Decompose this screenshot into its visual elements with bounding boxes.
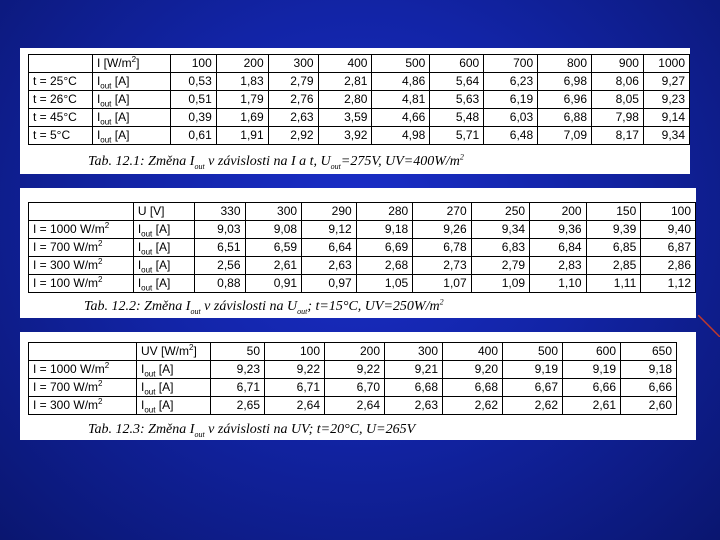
value-cell: 0,51: [170, 91, 216, 109]
unit-label: $I_{out}$ [A]: [137, 379, 211, 397]
table-row: [29, 109, 690, 127]
value-cell: 2,80: [318, 91, 372, 109]
value-cell: 9,22: [325, 361, 385, 379]
row-label: I = 100 $W/m^2$: [29, 275, 134, 293]
value-cell: 2,65: [211, 397, 265, 415]
value-cell: 9,34: [643, 127, 689, 145]
value-cell: 6,84: [530, 239, 587, 257]
table-row: [29, 73, 690, 91]
unit-label: $I_{out}$ [A]: [137, 361, 211, 379]
value-cell: 2,60: [621, 397, 677, 415]
row-label: I = 1000 $W/m^2$: [29, 221, 134, 239]
value-cell: 1,69: [216, 109, 268, 127]
value-cell: 0,91: [245, 275, 302, 293]
unit-label: $I_{out}$ [A]: [137, 397, 211, 415]
table-panel-2: [20, 188, 696, 318]
row-label: I = 700 $W/m^2$: [29, 379, 137, 397]
value-cell: 6,87: [641, 239, 696, 257]
header-cell: 600: [563, 343, 621, 361]
value-cell: 9,40: [641, 221, 696, 239]
value-cell: 5,64: [430, 73, 484, 91]
value-cell: 2,73: [413, 257, 471, 275]
table-row: [29, 221, 696, 239]
value-cell: 9,21: [385, 361, 443, 379]
value-cell: 1,07: [413, 275, 471, 293]
value-cell: 1,12: [641, 275, 696, 293]
header-cell: 200: [325, 343, 385, 361]
value-cell: 2,62: [503, 397, 563, 415]
header-cell: 1000: [643, 55, 689, 73]
header-cell: 200: [530, 203, 587, 221]
value-cell: 1,05: [356, 275, 413, 293]
value-cell: 9,19: [503, 361, 563, 379]
value-cell: 2,64: [265, 397, 325, 415]
value-cell: 9,20: [443, 361, 503, 379]
value-cell: 1,10: [530, 275, 587, 293]
value-cell: 2,86: [641, 257, 696, 275]
table-row: [29, 397, 677, 415]
value-cell: 6,96: [538, 91, 592, 109]
header-label: UV $[W/m^2]$: [137, 343, 211, 361]
row-label: t = 5°C: [29, 127, 93, 145]
value-cell: 9,26: [413, 221, 471, 239]
corner-cell: [29, 343, 137, 361]
value-cell: 9,18: [621, 361, 677, 379]
table-caption-3: Tab. 12.3: Změna $I_{out}$ v závislosti na UV; t=20°C, U=265V: [88, 422, 416, 439]
corner-cell: [29, 203, 134, 221]
data-table-1: [28, 54, 690, 145]
row-label: t = 45°C: [29, 109, 93, 127]
value-cell: 5,63: [430, 91, 484, 109]
value-cell: 2,64: [325, 397, 385, 415]
value-cell: 9,27: [643, 73, 689, 91]
value-cell: 8,06: [592, 73, 644, 91]
row-label: I = 300 $W/m^2$: [29, 257, 134, 275]
value-cell: 0,88: [194, 275, 245, 293]
value-cell: 3,92: [318, 127, 372, 145]
value-cell: 6,71: [265, 379, 325, 397]
header-cell: 650: [621, 343, 677, 361]
value-cell: 6,78: [413, 239, 471, 257]
value-cell: 6,69: [356, 239, 413, 257]
value-cell: 6,85: [586, 239, 641, 257]
value-cell: 1,79: [216, 91, 268, 109]
row-label: I = 1000 $W/m^2$: [29, 361, 137, 379]
value-cell: 2,63: [268, 109, 318, 127]
header-label: U [V]: [133, 203, 194, 221]
value-cell: 0,97: [302, 275, 357, 293]
header-cell: 800: [538, 55, 592, 73]
value-cell: 6,59: [245, 239, 302, 257]
value-cell: 9,14: [643, 109, 689, 127]
header-cell: 100: [170, 55, 216, 73]
value-cell: 6,98: [538, 73, 592, 91]
value-cell: 2,81: [318, 73, 372, 91]
value-cell: 9,22: [265, 361, 325, 379]
value-cell: 4,86: [372, 73, 430, 91]
table-caption-1: Tab. 12.1: Změna $I_{out}$ v závislosti na I a t, $U_{out}=275V$, $UV=400W/m^2$: [88, 152, 464, 171]
value-cell: 9,18: [356, 221, 413, 239]
table-panel-1: [20, 48, 690, 174]
unit-label: $I_{out}$ [A]: [133, 221, 194, 239]
value-cell: 2,68: [356, 257, 413, 275]
table-row: [29, 257, 696, 275]
value-cell: 2,76: [268, 91, 318, 109]
value-cell: 7,09: [538, 127, 592, 145]
value-cell: 4,66: [372, 109, 430, 127]
header-cell: 300: [245, 203, 302, 221]
header-cell: 290: [302, 203, 357, 221]
value-cell: 2,79: [471, 257, 529, 275]
unit-label: $I_{out}$ [A]: [92, 127, 170, 145]
header-cell: 300: [268, 55, 318, 73]
value-cell: 6,68: [443, 379, 503, 397]
value-cell: 9,03: [194, 221, 245, 239]
value-cell: 4,81: [372, 91, 430, 109]
value-cell: 0,53: [170, 73, 216, 91]
value-cell: 9,12: [302, 221, 357, 239]
value-cell: 0,39: [170, 109, 216, 127]
value-cell: 5,71: [430, 127, 484, 145]
row-label: t = 25°C: [29, 73, 93, 91]
value-cell: 9,23: [643, 91, 689, 109]
value-cell: 2,63: [302, 257, 357, 275]
header-cell: 400: [443, 343, 503, 361]
value-cell: 6,71: [211, 379, 265, 397]
value-cell: 6,70: [325, 379, 385, 397]
header-cell: 500: [372, 55, 430, 73]
data-table-3: [28, 342, 677, 415]
unit-label: $I_{out}$ [A]: [92, 109, 170, 127]
header-cell: 500: [503, 343, 563, 361]
value-cell: 1,83: [216, 73, 268, 91]
header-cell: 50: [211, 343, 265, 361]
value-cell: 6,66: [621, 379, 677, 397]
table-row: [29, 127, 690, 145]
value-cell: 2,83: [530, 257, 587, 275]
header-cell: 100: [265, 343, 325, 361]
value-cell: 3,59: [318, 109, 372, 127]
value-cell: 2,56: [194, 257, 245, 275]
value-cell: 9,19: [563, 361, 621, 379]
value-cell: 6,03: [484, 109, 538, 127]
value-cell: 6,48: [484, 127, 538, 145]
table-row: [29, 361, 677, 379]
row-label: I = 700 $W/m^2$: [29, 239, 134, 257]
value-cell: 2,61: [245, 257, 302, 275]
header-cell: 600: [430, 55, 484, 73]
value-cell: 6,64: [302, 239, 357, 257]
row-label: I = 300 $W/m^2$: [29, 397, 137, 415]
value-cell: 2,63: [385, 397, 443, 415]
row-label: t = 26°C: [29, 91, 93, 109]
value-cell: 2,62: [443, 397, 503, 415]
value-cell: 6,19: [484, 91, 538, 109]
header-cell: 150: [586, 203, 641, 221]
header-label: I $[W/m^2]$: [92, 55, 170, 73]
table-row: [29, 239, 696, 257]
value-cell: 8,05: [592, 91, 644, 109]
table-panel-3: [20, 332, 696, 440]
value-cell: 6,67: [503, 379, 563, 397]
header-cell: 700: [484, 55, 538, 73]
value-cell: 6,88: [538, 109, 592, 127]
value-cell: 0,61: [170, 127, 216, 145]
value-cell: 9,23: [211, 361, 265, 379]
value-cell: 6,68: [385, 379, 443, 397]
value-cell: 2,92: [268, 127, 318, 145]
unit-label: $I_{out}$ [A]: [92, 91, 170, 109]
value-cell: 6,66: [563, 379, 621, 397]
header-cell: 900: [592, 55, 644, 73]
value-cell: 7,98: [592, 109, 644, 127]
value-cell: 5,48: [430, 109, 484, 127]
table-header-row: [29, 55, 690, 73]
data-table-2: [28, 202, 696, 293]
unit-label: $I_{out}$ [A]: [133, 257, 194, 275]
unit-label: $I_{out}$ [A]: [133, 239, 194, 257]
value-cell: 9,08: [245, 221, 302, 239]
header-cell: 100: [641, 203, 696, 221]
header-cell: 200: [216, 55, 268, 73]
header-cell: 400: [318, 55, 372, 73]
header-cell: 250: [471, 203, 529, 221]
decorative-line: [698, 315, 720, 337]
value-cell: 9,34: [471, 221, 529, 239]
value-cell: 4,98: [372, 127, 430, 145]
value-cell: 2,61: [563, 397, 621, 415]
value-cell: 1,09: [471, 275, 529, 293]
table-row: [29, 379, 677, 397]
table-header-row: [29, 343, 677, 361]
table-row: [29, 275, 696, 293]
value-cell: 8,17: [592, 127, 644, 145]
table-caption-2: Tab. 12.2: Změna $I_{out}$ v závislosti na $U_{out}$; t=15°C, $UV=250W/m^2$: [84, 297, 444, 316]
table-row: [29, 91, 690, 109]
value-cell: 6,51: [194, 239, 245, 257]
table-header-row: [29, 203, 696, 221]
header-cell: 330: [194, 203, 245, 221]
value-cell: 1,11: [586, 275, 641, 293]
unit-label: $I_{out}$ [A]: [133, 275, 194, 293]
unit-label: $I_{out}$ [A]: [92, 73, 170, 91]
value-cell: 9,39: [586, 221, 641, 239]
corner-cell: [29, 55, 93, 73]
header-cell: 300: [385, 343, 443, 361]
value-cell: 2,85: [586, 257, 641, 275]
value-cell: 2,79: [268, 73, 318, 91]
header-cell: 270: [413, 203, 471, 221]
value-cell: 6,83: [471, 239, 529, 257]
header-cell: 280: [356, 203, 413, 221]
value-cell: 9,36: [530, 221, 587, 239]
value-cell: 6,23: [484, 73, 538, 91]
value-cell: 1,91: [216, 127, 268, 145]
